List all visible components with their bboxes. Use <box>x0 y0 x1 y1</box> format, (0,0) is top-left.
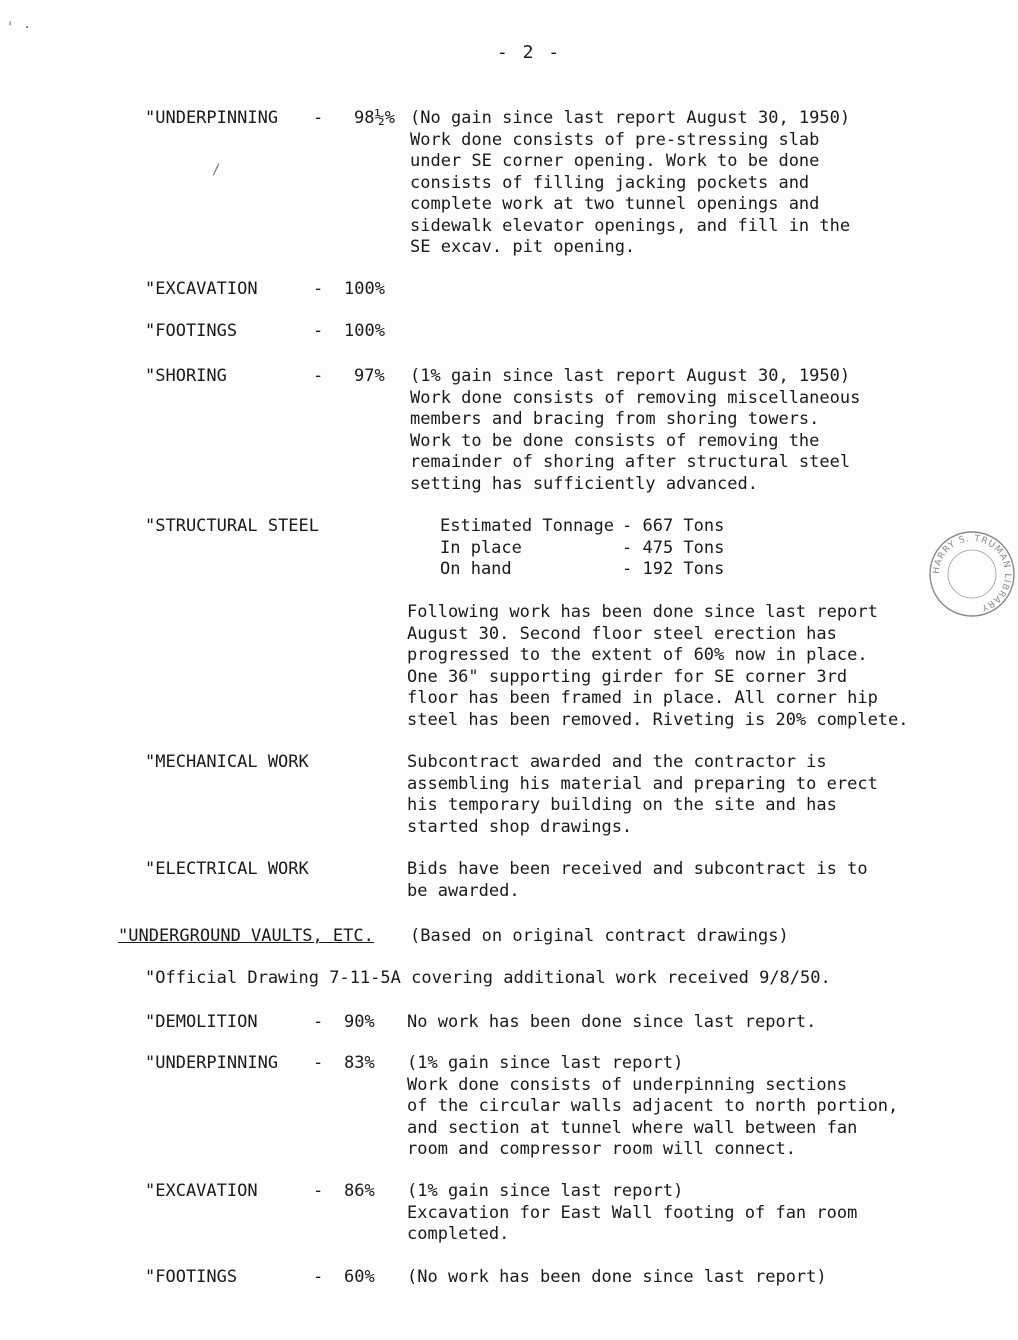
stamp-text: HARRY S. TRUMAN LIBRARY <box>931 533 1013 613</box>
structural-steel-label: "STRUCTURAL STEEL <box>145 516 319 536</box>
underpinning-dash: - <box>313 108 324 128</box>
underground-vaults-heading: "UNDERGROUND VAULTS, ETC. <box>118 926 374 946</box>
shoring-label: "SHORING <box>145 366 227 386</box>
demolition-text: No work has been done since last report. <box>407 1012 817 1032</box>
excavation-vaults-dash: - <box>313 1181 324 1201</box>
demolition-dash: - <box>313 1012 324 1032</box>
footings-vaults-label: "FOOTINGS <box>145 1267 238 1287</box>
footings-dash: - <box>313 321 324 341</box>
footings-vaults-text: (No work has been done since last report) <box>407 1267 827 1287</box>
tonnage-item: In place <box>440 537 522 558</box>
excavation-vaults-percent: 86% <box>344 1181 375 1201</box>
underpinning-label: "UNDERPINNING <box>145 108 279 128</box>
mechanical-work-label: "MECHANICAL WORK <box>145 752 309 772</box>
footings-vaults-percent: 60% <box>344 1267 375 1287</box>
tonnage-row <box>440 559 724 581</box>
svg-text:HARRY S. TRUMAN LIBRARY <box>932 534 1012 613</box>
underpinning-text: (No gain since last report August 30, 1950) Work done consists of pre-stressing slab under SE corner opening. Work to be done consists of filling jacking pockets and complete work at two tunnel openings and sidewalk elevator openings, and fill in the SE excav. pit opening. <box>410 108 851 257</box>
demolition-percent: 90% <box>344 1012 375 1032</box>
margin-mark: ' · <box>6 20 32 36</box>
underpinning-vaults-label: "UNDERPINNING <box>145 1053 279 1073</box>
tonnage-table <box>440 516 724 581</box>
tonnage-value: - 475 Tons <box>622 537 725 558</box>
tonnage-item: On hand <box>440 559 512 579</box>
tonnage-row <box>440 516 724 538</box>
underground-vaults-note: (Based on original contract drawings) <box>410 926 789 946</box>
margin-mark: / <box>212 162 221 178</box>
underpinning-vaults-text: (1% gain since last report) Work done consists of underpinning sections of the circular walls adjacent to north portion, and section at tunnel where wall between fan room and compressor room will connect. <box>407 1053 899 1159</box>
tonnage-row <box>440 538 724 560</box>
footings-vaults-dash: - <box>313 1267 324 1287</box>
shoring-percent: 97% <box>354 366 385 386</box>
library-stamp-icon <box>926 528 1018 620</box>
excavation-percent: 100% <box>344 279 385 299</box>
underpinning-percent: 98½% <box>354 108 395 128</box>
page-number: - 2 - <box>496 42 562 63</box>
electrical-work-label: "ELECTRICAL WORK <box>145 859 309 879</box>
mechanical-work-text: Subcontract awarded and the contractor is assembling his material and preparing to erect his temporary building on the site and has started shop drawings. <box>407 752 878 837</box>
footings-label: "FOOTINGS <box>145 321 238 341</box>
electrical-work-text: Bids have been received and subcontract is to be awarded. <box>407 859 868 901</box>
tonnage-value: - 667 Tons <box>622 516 725 536</box>
tonnage-item: Estimated Tonnage <box>440 516 614 536</box>
demolition-label: "DEMOLITION <box>145 1012 258 1032</box>
excavation-dash: - <box>313 279 324 299</box>
official-drawing-note: "Official Drawing 7-11-5A covering additional work received 9/8/50. <box>145 968 831 988</box>
tonnage-value: - 192 Tons <box>622 559 725 579</box>
structural-steel-text: Following work has been done since last report August 30. Second floor steel erection has progressed to the extent of 60% now in place. One 36" supporting girder for SE corner 3rd floor has been framed in place. All corner hip steel has been removed. Riveting is 20% complete. <box>407 602 909 730</box>
excavation-vaults-text: (1% gain since last report) Excavation for East Wall footing of fan room completed. <box>407 1181 858 1244</box>
underpinning-vaults-percent: 83% <box>344 1053 375 1073</box>
excavation-label: "EXCAVATION <box>145 279 258 299</box>
footings-percent: 100% <box>344 321 385 341</box>
shoring-text: (1% gain since last report August 30, 1950) Work done consists of removing miscellaneous members and bracing from shoring towers. Work to be done consists of removing the remainder of shoring after structural steel setting has sufficiently advanced. <box>410 366 861 494</box>
underpinning-vaults-dash: - <box>313 1053 324 1073</box>
library-stamp <box>926 528 1018 620</box>
excavation-vaults-label: "EXCAVATION <box>145 1181 258 1201</box>
shoring-dash: - <box>313 366 324 386</box>
